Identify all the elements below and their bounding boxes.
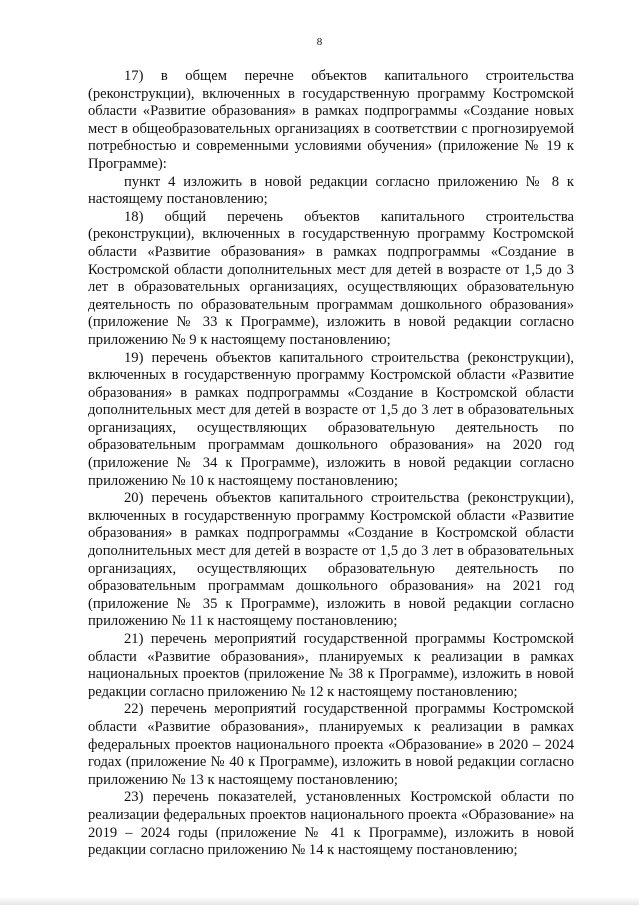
paragraph-17-point-4: пункт 4 изложить в новой редакции согласно приложению № 8 к настоящему постановлению; bbox=[88, 173, 574, 208]
paragraph-19: 19) перечень объектов капитального строительства (реконструкции), включенных в государственную программу Костромской области «Развитие образования» в рамках подпрограммы «Создание в Костромской области дополнительных мест для детей в возрасте от 1,5 до 3 лет в образовательных организациях, осуществляющих образовательную деятельность по образовательным программам дошкольного образования» на 2020 год (приложение № 34 к Программе), изложить в новой редакции согласно приложению № 10 к настоящему постановлению; bbox=[88, 349, 574, 489]
page-number: 8 bbox=[316, 36, 323, 48]
page-bottom-edge bbox=[0, 897, 639, 905]
paragraph-21: 21) перечень мероприятий государственной программы Костромской области «Развитие образования», планируемых к реализации в рамках национальных проектов (приложение № 38 к Программе), изложить в новой редакции согласно приложению № 12 к настоящему постановлению; bbox=[88, 631, 574, 700]
paragraph-18: 18) общий перечень объектов капитального строительства (реконструкции), включенных в государственную программу Костромской области «Развитие образования» в рамках подпрограммы «Создание в Костромской области дополнительных мест для детей в возрасте от 1,5 до 3 лет в образовательных организациях, осуществляющих образовательную деятельность по образовательным программам дошкольного образования» (приложение № 33 к Программе), изложить в новой редакции согласно приложению № 9 к настоящему постановлению; bbox=[88, 208, 574, 348]
paragraph-20: 20) перечень объектов капитального строительства (реконструкции), включенных в государственную программу Костромской области «Развитие образования» в рамках подпрограммы «Создание в Костромской области дополнительных мест для детей в возрасте от 1,5 до 3 лет в образовательных организациях, осуществляющих образовательную деятельность по образовательным программам дошкольного образования» на 2021 год (приложение № 35 к Программе), изложить в новой редакции согласно приложению № 11 к настоящему постановлению; bbox=[88, 490, 574, 630]
paragraph-17: 17) в общем перечне объектов капитального строительства (реконструкции), включенных в государственную программу Костромской области «Развитие образования» в рамках подпрограммы «Создание новых мест в общеобразовательных организациях в соответствии с прогнозируемой потребностью и современными условиями обучения» (приложение № 19 к Программе): bbox=[88, 68, 574, 172]
paragraph-23: 23) перечень показателей, установленных Костромской области по реализации федеральных проектов национального проекта «Образование» на 2019 – 2024 годы (приложение № 41 к Программе), изложить в новой редакции согласно приложению № 14 к настоящему постановлению; bbox=[88, 789, 574, 859]
paragraph-22: 22) перечень мероприятий государственной программы Костромской области «Развитие образования», планируемых к реализации в рамках федеральных проектов национального проекта «Образование» в 2020 – 2024 годах (приложение № 40 к Программе), изложить в новой редакции согласно приложению № 13 к настоящему постановлению; bbox=[88, 701, 574, 788]
document-body bbox=[88, 68, 574, 860]
